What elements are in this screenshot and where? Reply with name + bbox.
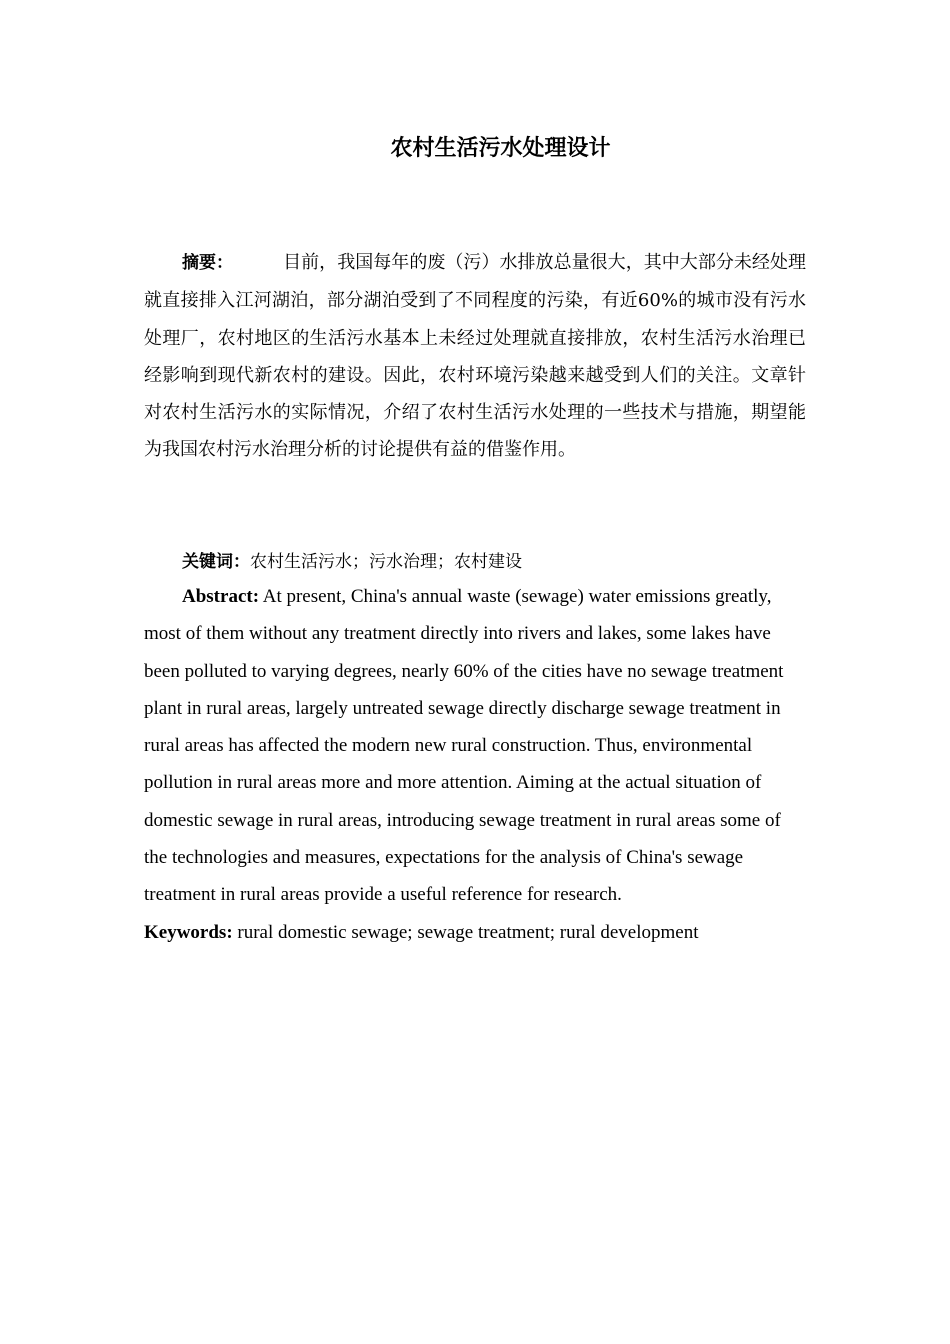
english-keywords-text: rural domestic sewage; sewage treatment; rural development xyxy=(232,922,699,943)
chinese-keywords-label: 关键词： xyxy=(182,552,250,572)
chinese-keywords xyxy=(144,544,806,580)
english-abstract-label: Abstract: xyxy=(182,586,260,607)
chinese-abstract-label: 摘要： xyxy=(182,253,234,273)
english-abstract xyxy=(144,578,794,914)
chinese-abstract xyxy=(144,244,806,469)
english-abstract-text: At present, China's annual waste (sewage) water emissions greatly, most of them without any treatment directly into rivers and lakes, some lakes have been polluted to varying degrees, nearly 60% of the cities have no sewage treatment plant in rural areas, largely untreated sewage directly discharge sewage treatment in rural areas has affected the modern new rural construction. Thus, environmental pollution in rural areas more and more attention. Aiming at the actual situation of domestic sewage in rural areas, introducing sewage treatment in rural areas some of the technologies and measures, expectations for the analysis of China's sewage treatment in rural areas provide a useful reference for research. xyxy=(144,586,784,906)
english-keywords xyxy=(144,914,806,951)
chinese-keywords-text: 农村生活污水；污水治理；农村建设 xyxy=(250,552,522,572)
document-title: 农村生活污水处理设计 xyxy=(390,136,611,161)
english-keywords-label: Keywords: xyxy=(144,922,233,943)
chinese-abstract-text: 目前，我国每年的废（污）水排放总量很大，其中大部分未经处理就直接排入江河湖泊，部分湖泊受到了不同程度的污染，有近60%的城市没有污水处理厂，农村地区的生活污水基本上未经过处理就直接排放，农村生活污水治理已经影响到现代新农村的建设。因此，农村环境污染越来越受到人们的关注。文章针对农村生活污水的实际情况，介绍了农村生活污水处理的一些技术与措施，期望能为我国农村污水治理分析的讨论提供有益的借鉴作用。 xyxy=(144,252,806,461)
